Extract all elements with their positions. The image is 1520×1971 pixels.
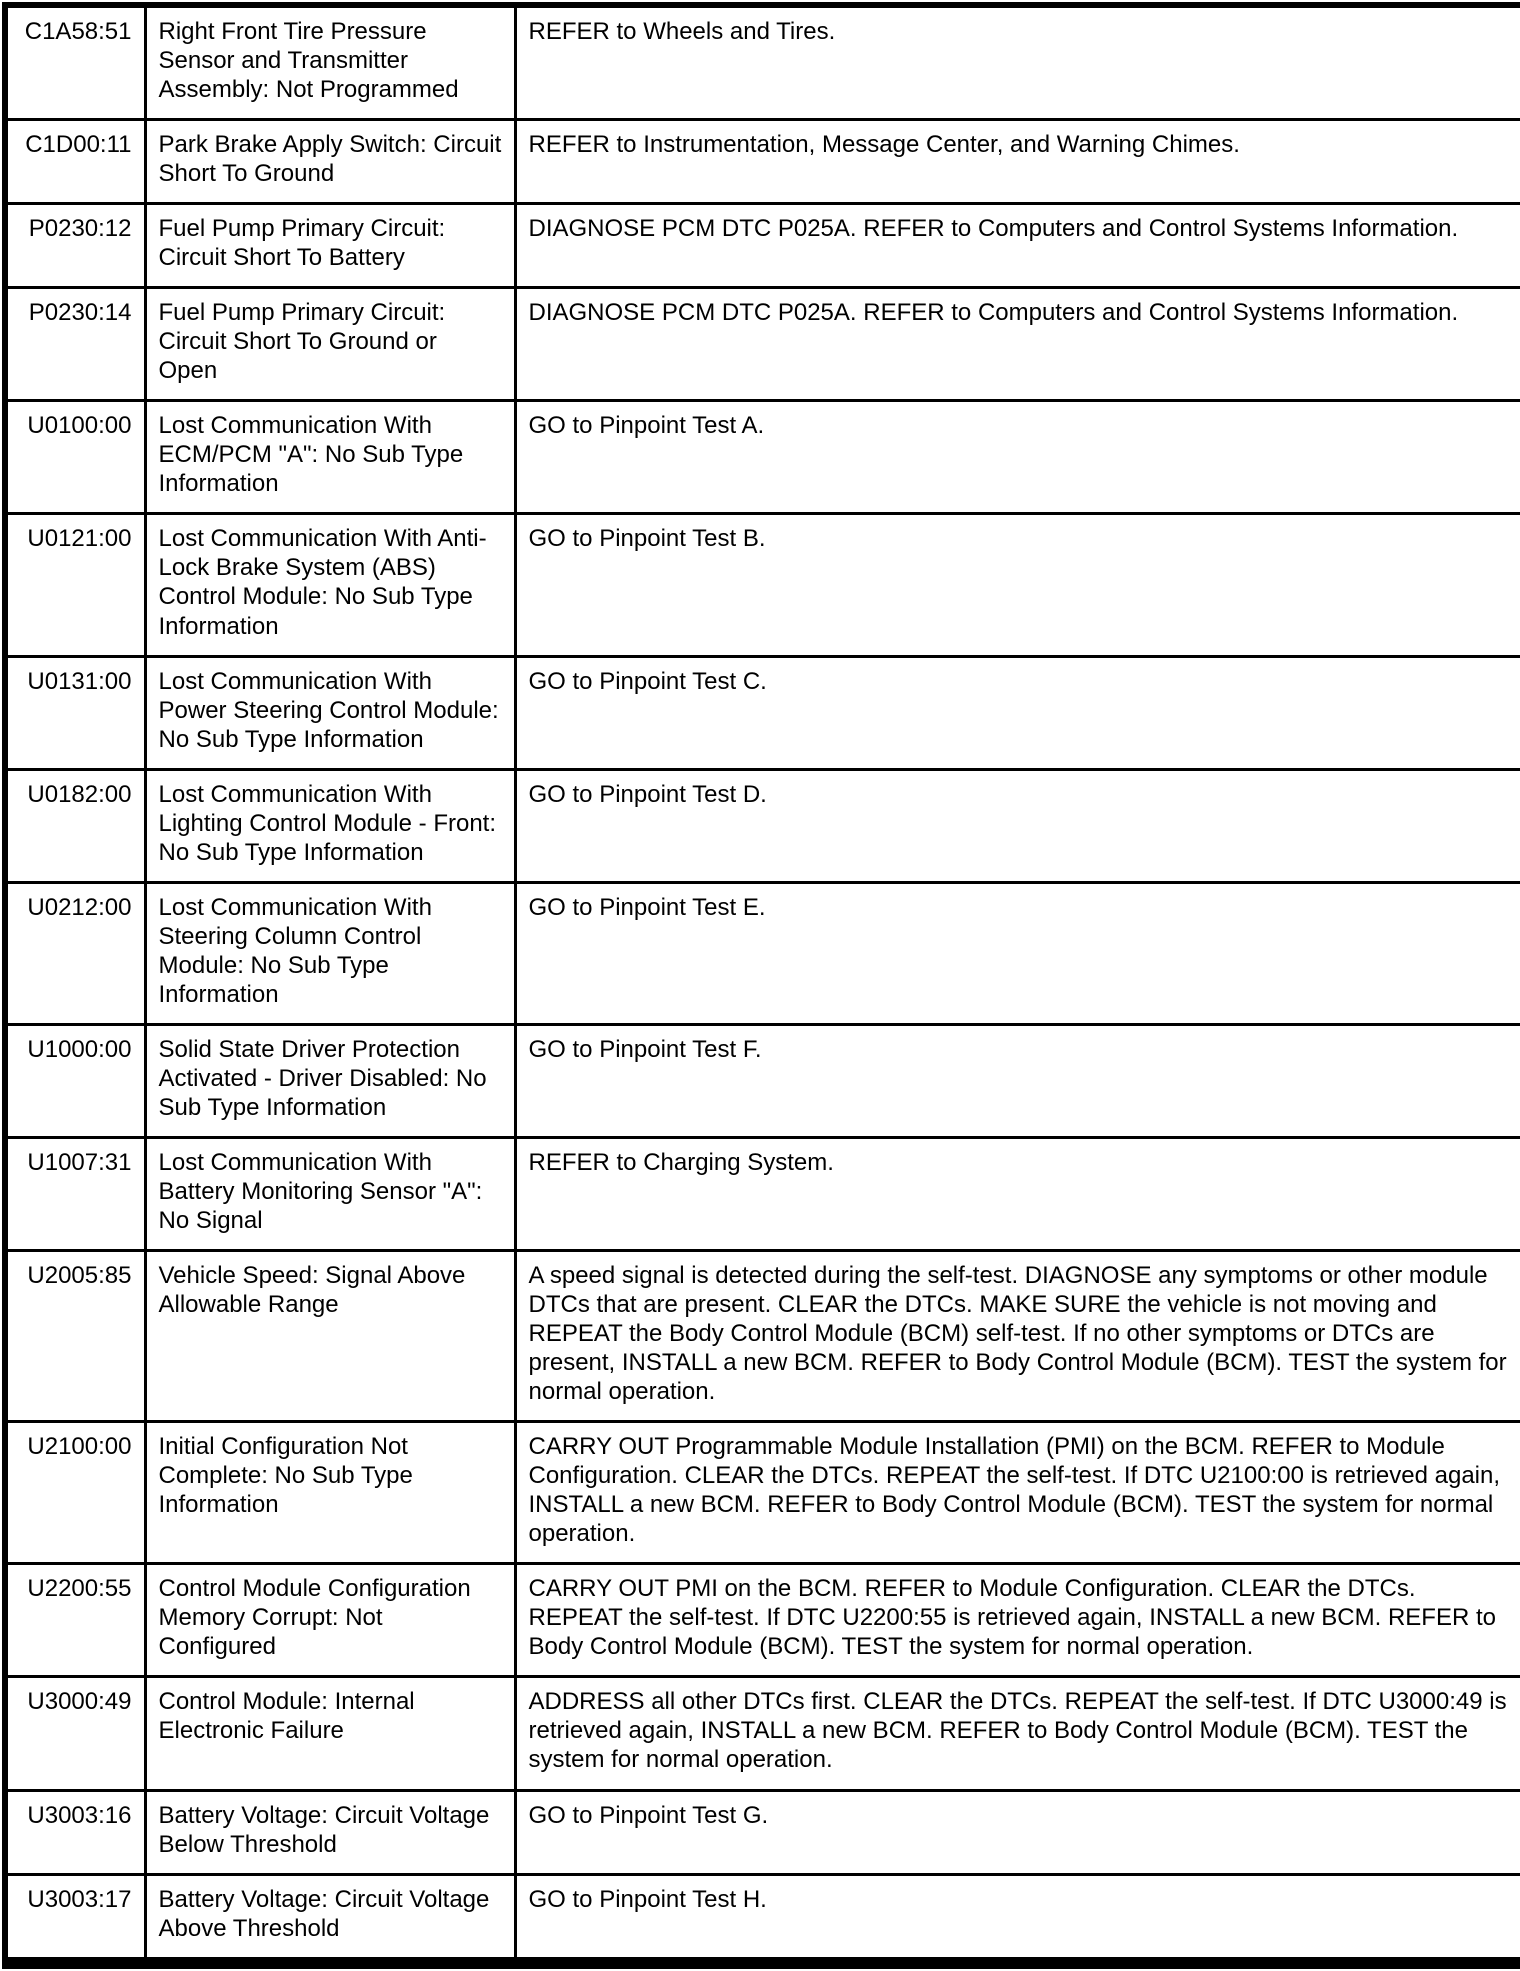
table-row (5, 1874, 1520, 1963)
table-row (5, 5, 1520, 120)
dtc-description-cell: Battery Voltage: Circuit Voltage Above Threshold (145, 1874, 515, 1963)
table-row (5, 1251, 1520, 1422)
dtc-code-cell: P0230:12 (5, 204, 145, 288)
dtc-description-cell: Lost Communication With Anti-Lock Brake System (ABS) Control Module: No Sub Type Information (145, 514, 515, 656)
dtc-action-cell: GO to Pinpoint Test C. (515, 656, 1520, 769)
dtc-action-cell: DIAGNOSE PCM DTC P025A. REFER to Computers and Control Systems Information. (515, 204, 1520, 288)
table-row (5, 1790, 1520, 1874)
dtc-code-cell: U3003:17 (5, 1874, 145, 1963)
dtc-description-cell: Vehicle Speed: Signal Above Allowable Range (145, 1251, 515, 1422)
dtc-action-cell: GO to Pinpoint Test D. (515, 769, 1520, 882)
dtc-code-cell: C1A58:51 (5, 5, 145, 120)
dtc-description-cell: Solid State Driver Protection Activated - Driver Disabled: No Sub Type Information (145, 1024, 515, 1137)
dtc-action-cell: REFER to Wheels and Tires. (515, 5, 1520, 120)
dtc-description-cell: Battery Voltage: Circuit Voltage Below Threshold (145, 1790, 515, 1874)
dtc-action-cell: GO to Pinpoint Test H. (515, 1874, 1520, 1963)
dtc-code-cell: U2005:85 (5, 1251, 145, 1422)
dtc-description-cell: Right Front Tire Pressure Sensor and Transmitter Assembly: Not Programmed (145, 5, 515, 120)
table-row (5, 1422, 1520, 1564)
dtc-code-cell: U1007:31 (5, 1137, 145, 1250)
dtc-description-cell: Fuel Pump Primary Circuit: Circuit Short To Ground or Open (145, 288, 515, 401)
dtc-action-cell: ADDRESS all other DTCs first. CLEAR the DTCs. REPEAT the self-test. If DTC U3000:49 is retrieved again, INSTALL a new BCM. REFER to Body Control Module (BCM). TEST the system for normal operation. (515, 1677, 1520, 1790)
table-row (5, 288, 1520, 401)
table-row (5, 769, 1520, 882)
dtc-code-cell: U0131:00 (5, 656, 145, 769)
dtc-action-cell: GO to Pinpoint Test F. (515, 1024, 1520, 1137)
dtc-action-cell: A speed signal is detected during the self-test. DIAGNOSE any symptoms or other module DTCs that are present. CLEAR the DTCs. MAKE SURE the vehicle is not moving and REPEAT the Body Control Module (BCM) self-test. If no other symptoms or DTCs are present, INSTALL a new BCM. REFER to Body Control Module (BCM). TEST the system for normal operation. (515, 1251, 1520, 1422)
dtc-code-cell: U3003:16 (5, 1790, 145, 1874)
dtc-code-cell: U0100:00 (5, 401, 145, 514)
dtc-code-cell: C1D00:11 (5, 120, 145, 204)
dtc-code-cell: U0212:00 (5, 882, 145, 1024)
dtc-code-cell: P0230:14 (5, 288, 145, 401)
dtc-description-cell: Lost Communication With ECM/PCM "A": No Sub Type Information (145, 401, 515, 514)
dtc-description-cell: Lost Communication With Steering Column Control Module: No Sub Type Information (145, 882, 515, 1024)
dtc-description-cell: Control Module Configuration Memory Corrupt: Not Configured (145, 1564, 515, 1677)
dtc-description-cell: Lost Communication With Power Steering Control Module: No Sub Type Information (145, 656, 515, 769)
dtc-description-cell: Lost Communication With Battery Monitoring Sensor "A": No Signal (145, 1137, 515, 1250)
dtc-action-cell: REFER to Instrumentation, Message Center, and Warning Chimes. (515, 120, 1520, 204)
table-row (5, 882, 1520, 1024)
table-row (5, 1024, 1520, 1137)
table-row (5, 401, 1520, 514)
dtc-chart-table (2, 2, 1520, 1969)
table-row (5, 514, 1520, 656)
dtc-code-cell: U0121:00 (5, 514, 145, 656)
dtc-description-cell: Lost Communication With Lighting Control Module - Front: No Sub Type Information (145, 769, 515, 882)
dtc-code-cell: U3000:49 (5, 1677, 145, 1790)
dtc-action-cell: GO to Pinpoint Test B. (515, 514, 1520, 656)
dtc-table-body (5, 5, 1520, 1963)
dtc-description-cell: Initial Configuration Not Complete: No Sub Type Information (145, 1422, 515, 1564)
table-row (5, 120, 1520, 204)
table-row (5, 656, 1520, 769)
table-row (5, 1677, 1520, 1790)
dtc-description-cell: Park Brake Apply Switch: Circuit Short To Ground (145, 120, 515, 204)
dtc-description-cell: Control Module: Internal Electronic Failure (145, 1677, 515, 1790)
dtc-action-cell: REFER to Charging System. (515, 1137, 1520, 1250)
dtc-action-cell: GO to Pinpoint Test G. (515, 1790, 1520, 1874)
dtc-action-cell: GO to Pinpoint Test E. (515, 882, 1520, 1024)
dtc-code-cell: U2100:00 (5, 1422, 145, 1564)
dtc-action-cell: CARRY OUT Programmable Module Installation (PMI) on the BCM. REFER to Module Configuration. CLEAR the DTCs. REPEAT the self-test. If DTC U2100:00 is retrieved again, INSTALL a new BCM. REFER to Body Control Module (BCM). TEST the system for normal operation. (515, 1422, 1520, 1564)
dtc-code-cell: U1000:00 (5, 1024, 145, 1137)
table-row (5, 1137, 1520, 1250)
dtc-action-cell: DIAGNOSE PCM DTC P025A. REFER to Computers and Control Systems Information. (515, 288, 1520, 401)
dtc-code-cell: U2200:55 (5, 1564, 145, 1677)
dtc-action-cell: CARRY OUT PMI on the BCM. REFER to Module Configuration. CLEAR the DTCs. REPEAT the self-test. If DTC U2200:55 is retrieved again, INSTALL a new BCM. REFER to Body Control Module (BCM). TEST the system for normal operation. (515, 1564, 1520, 1677)
table-row (5, 1564, 1520, 1677)
dtc-description-cell: Fuel Pump Primary Circuit: Circuit Short To Battery (145, 204, 515, 288)
dtc-code-cell: U0182:00 (5, 769, 145, 882)
dtc-action-cell: GO to Pinpoint Test A. (515, 401, 1520, 514)
table-row (5, 204, 1520, 288)
